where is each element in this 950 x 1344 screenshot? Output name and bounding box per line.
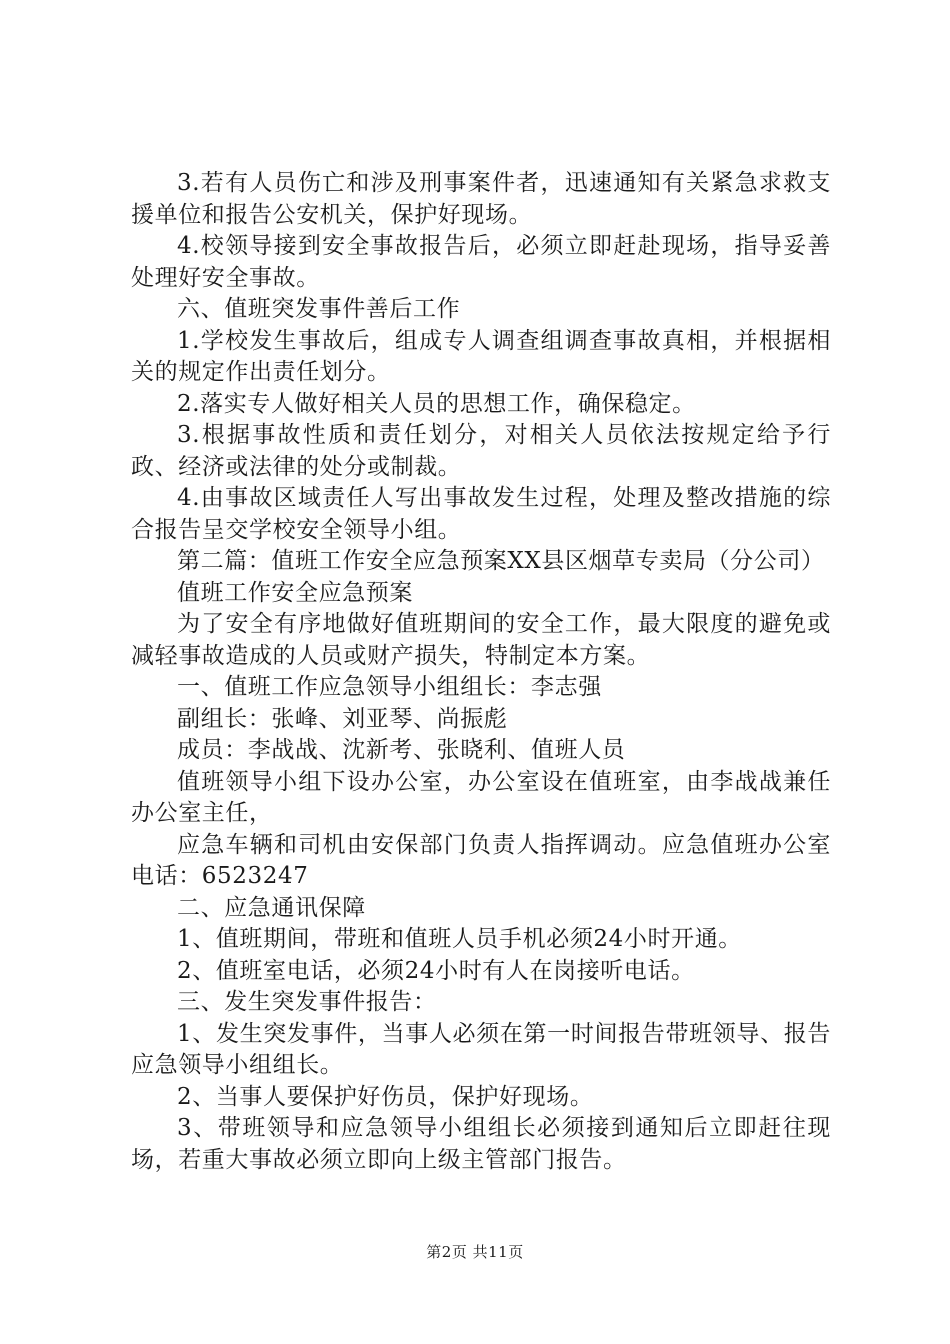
paragraph: 4.由事故区域责任人写出事故发生过程，处理及整改措施的综合报告呈交学校安全领导小组。 [131, 485, 831, 543]
paragraph: 1.学校发生事故后，组成专人调查组调查事故真相，并根据相关的规定作出责任划分。 [131, 327, 831, 385]
section-heading: 三、发生突发事件报告： [177, 989, 437, 1015]
paragraph: 4.校领导接到安全事故报告后，必须立即赶赴现场，指导妥善处理好安全事故。 [131, 233, 831, 291]
paragraph: 3.根据事故性质和责任划分，对相关人员依法按规定给予行政、经济或法律的处分或制裁。 [131, 422, 831, 480]
section-heading: 一、值班工作应急领导小组组长：李志强 [177, 674, 602, 700]
paragraph: 3.若有人员伤亡和涉及刑事案件者，迅速通知有关紧急求救支援单位和报告公安机关，保护好现场。 [131, 170, 831, 228]
paragraph: 2.落实专人做好相关人员的思想工作，确保稳定。 [177, 390, 696, 417]
plan-title: 值班工作安全应急预案 [177, 579, 413, 606]
section-heading: 六、值班突发事件善后工作 [177, 296, 461, 322]
paragraph: 值班领导小组下设办公室，办公室设在值班室，由李战战兼任办公室主任， [131, 768, 831, 826]
page-number-footer: 第2页 共11页 [426, 1243, 524, 1261]
paragraph: 2、当事人要保护好伤员，保护好现场。 [177, 1083, 594, 1110]
paragraph: 1、值班期间，带班和值班人员手机必须24小时开通。 [177, 926, 742, 952]
paragraph: 为了安全有序地做好值班期间的安全工作，最大限度的避免或减轻事故造成的人员或财产损失，特制定本方案。 [131, 611, 831, 669]
paragraph: 应急车辆和司机由安保部门负责人指挥调动。应急值班办公室电话：6523247 [131, 831, 831, 889]
paragraph: 1、发生突发事件，当事人必须在第一时间报告带班领导、报告应急领导小组组长。 [131, 1020, 831, 1078]
paragraph: 副组长：张峰、刘亚琴、尚振彪 [177, 705, 508, 732]
paragraph: 2、值班室电话，必须24小时有人在岗接听电话。 [177, 957, 695, 984]
section-heading: 二、应急通讯保障 [177, 894, 366, 921]
paragraph: 3、带班领导和应急领导小组组长必须接到通知后立即赶往现场，若重大事故必须立即向上级主管部门报告。 [131, 1115, 831, 1173]
document-body [131, 168, 831, 1176]
paragraph: 成员：李战战、沈新考、张晓利、值班人员 [177, 737, 626, 763]
chapter-title: 第二篇：值班工作安全应急预案XX县区烟草专卖局（分公司） [177, 548, 825, 574]
